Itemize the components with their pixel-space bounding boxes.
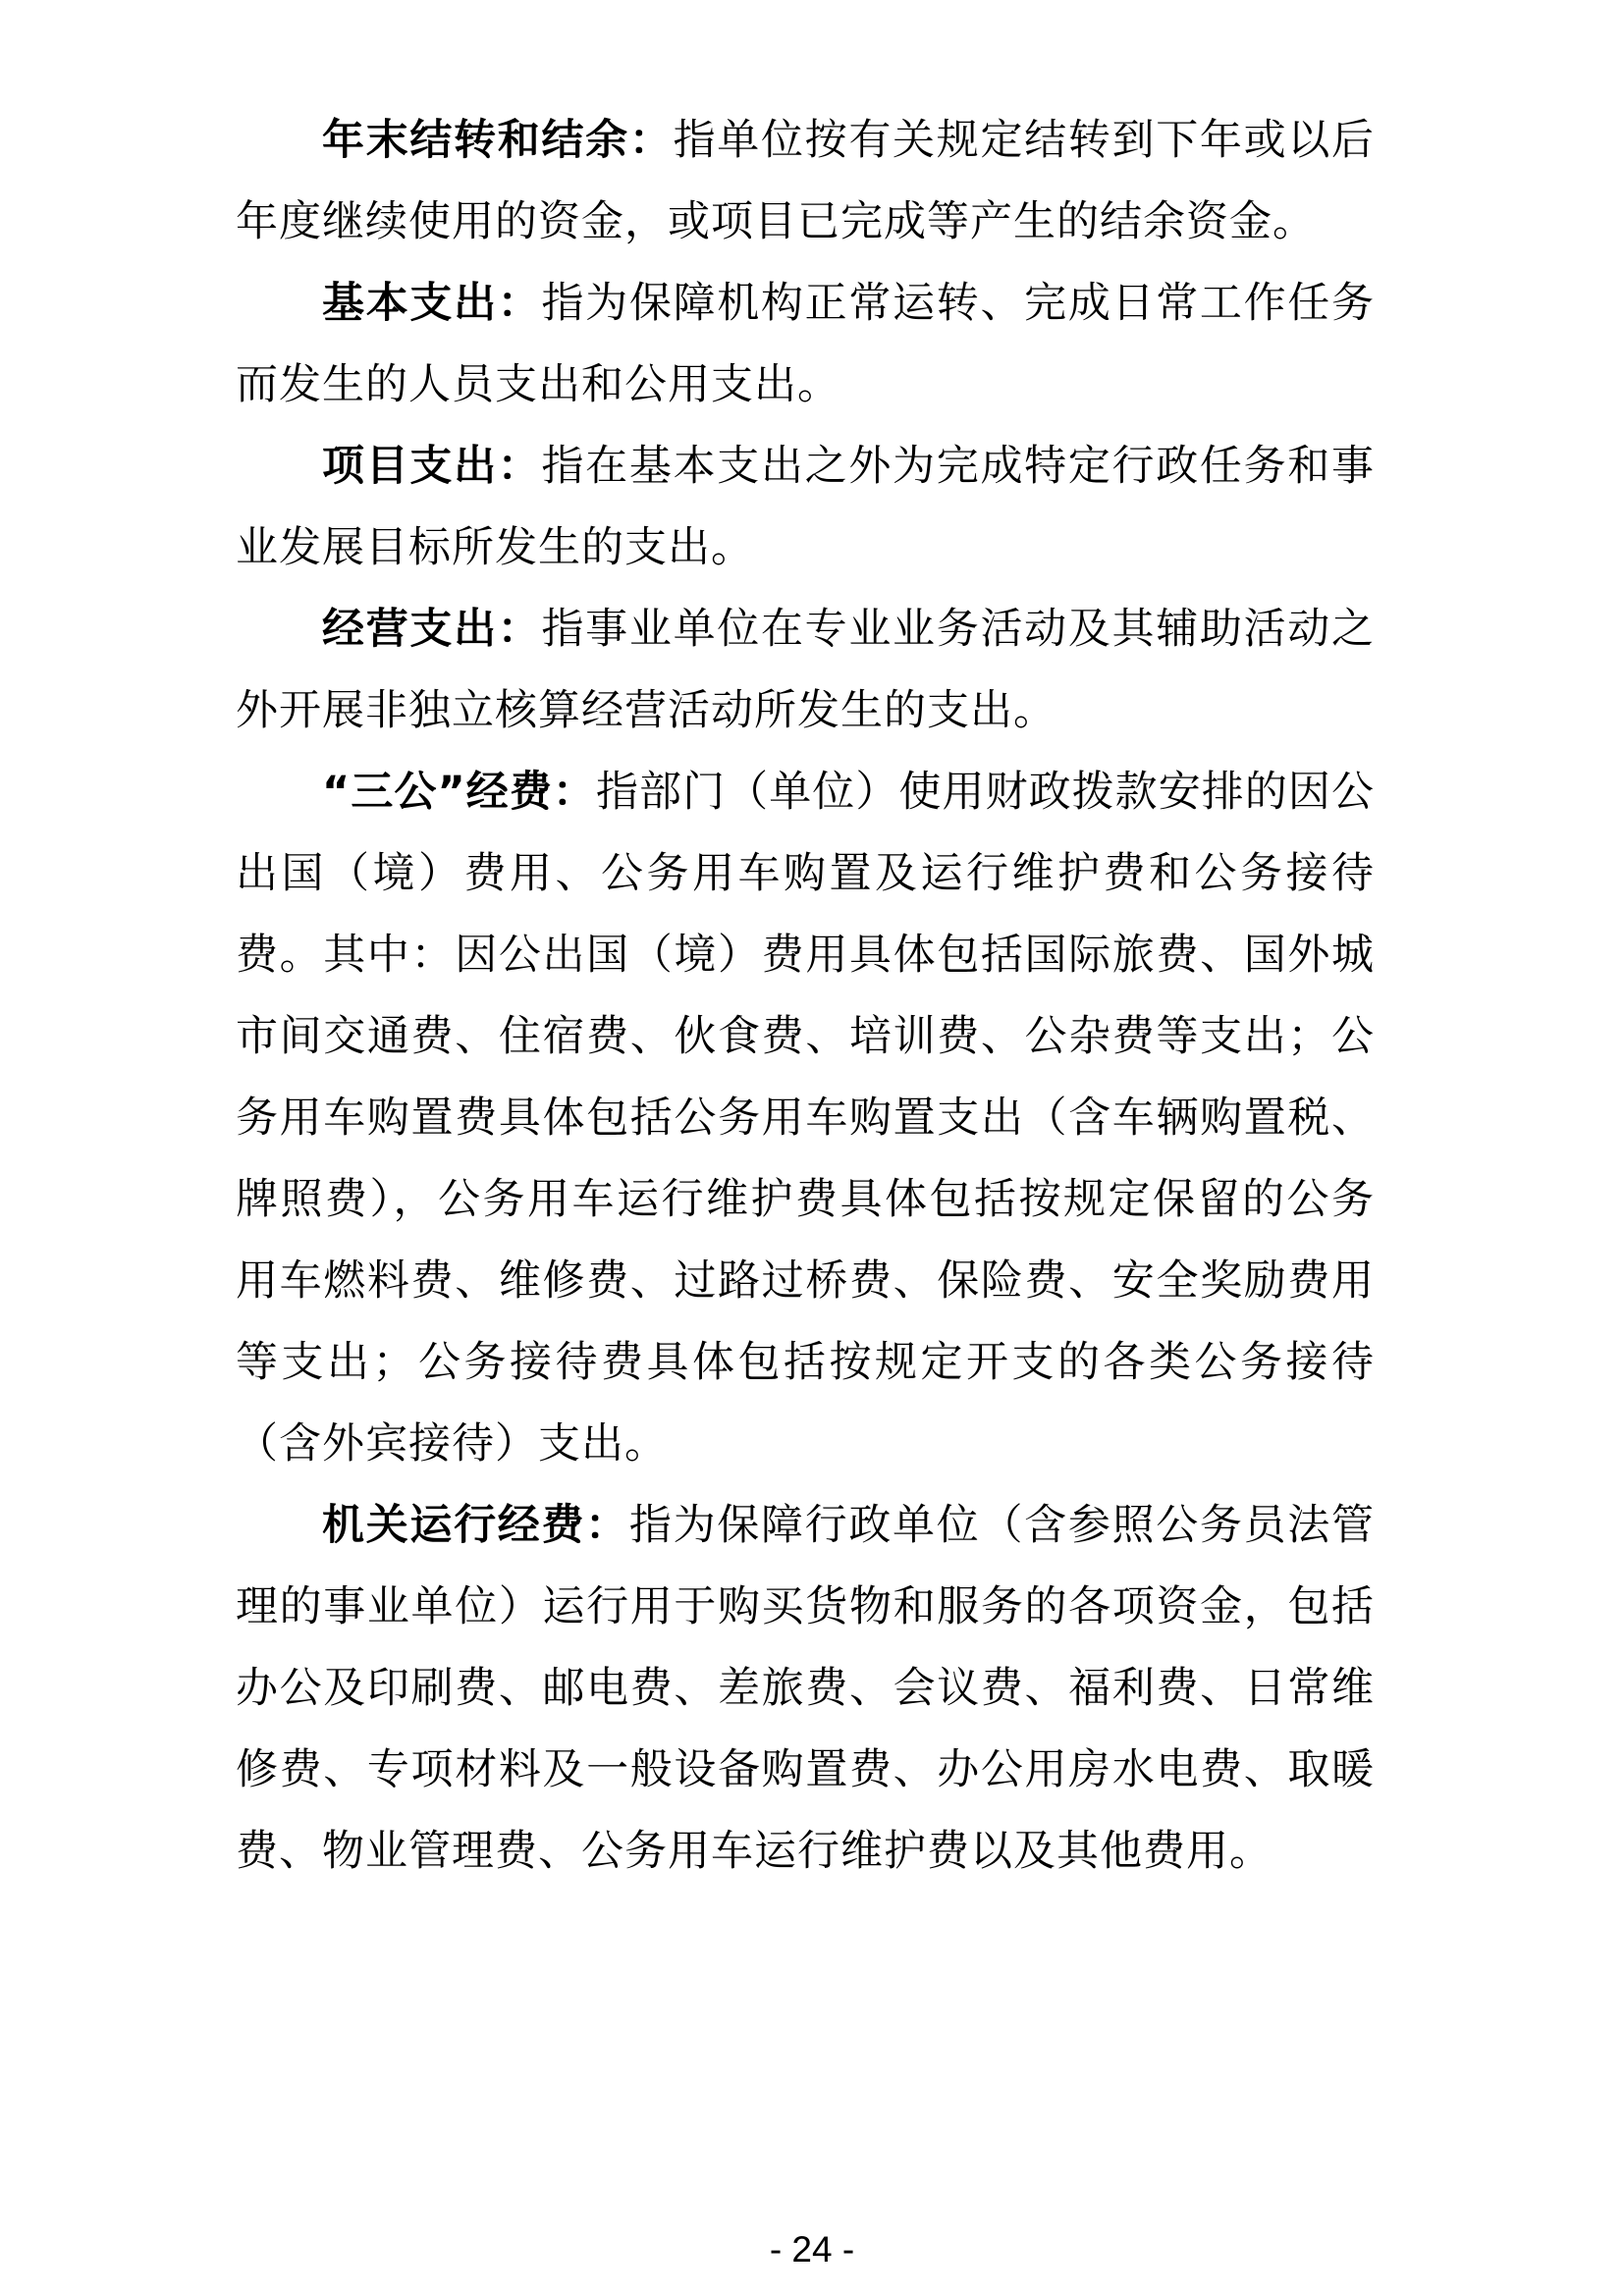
term-label: 项目支出： (322, 442, 542, 491)
term-definition: 指部门（单位）使用财政拨款安排的因公出国（境）费用、公务用车购置及运行维护费和公务接待费。其中：因公出国（境）费用具体包括国际旅费、国外城市间交通费、住宿费、伙食费、培训费、公杂费等支出；公务用车购置费具体包括公务用车购置支出（含车辆购置税、牌照费），公务用车运行维护费具体包括按规定保留的公务用车燃料费、维修费、过路过桥费、保险费、安全奖励费用等支出；公务接待费具体包括按规定开支的各类公务接待（含外宾接待）支出。 (236, 768, 1375, 1468)
paragraph-operating-expenditure (236, 589, 1375, 752)
paragraph-basic-expenditure (236, 263, 1375, 426)
term-definition: 指单位按有关规定结转到下年或以后年度继续使用的资金，或项目已完成等产生的结余资金。 (236, 116, 1376, 246)
paragraph-project-expenditure (236, 426, 1375, 589)
paragraph-carryover-surplus (236, 100, 1375, 263)
term-label: “三公”经费： (322, 768, 596, 817)
term-definition: 指在基本支出之外为完成特定行政任务和事业发展目标所发生的支出。 (236, 442, 1376, 572)
term-definition: 指为保障机构正常运转、完成日常工作任务而发生的人员支出和公用支出。 (236, 279, 1376, 409)
term-definition: 指事业单位在专业业务活动及其辅助活动之外开展非独立核算经营活动所发生的支出。 (236, 605, 1376, 735)
page-number: - 24 - (769, 2229, 855, 2269)
paragraph-three-public-funds (236, 752, 1375, 1485)
document-body (236, 100, 1375, 1893)
term-definition: 指为保障行政单位（含参照公务员法管理的事业单位）运行用于购买货物和服务的各项资金，包括办公及印刷费、邮电费、差旅费、会议费、福利费、日常维修费、专项材料及一般设备购置费、办公用房水电费、取暖费、物业管理费、公务用车运行维护费以及其他费用。 (236, 1501, 1376, 1876)
term-label: 年末结转和结余： (322, 116, 674, 165)
term-label: 基本支出： (322, 279, 542, 328)
term-label: 机关运行经费： (322, 1501, 629, 1550)
term-label: 经营支出： (322, 605, 542, 654)
paragraph-agency-operating-funds (236, 1485, 1375, 1893)
